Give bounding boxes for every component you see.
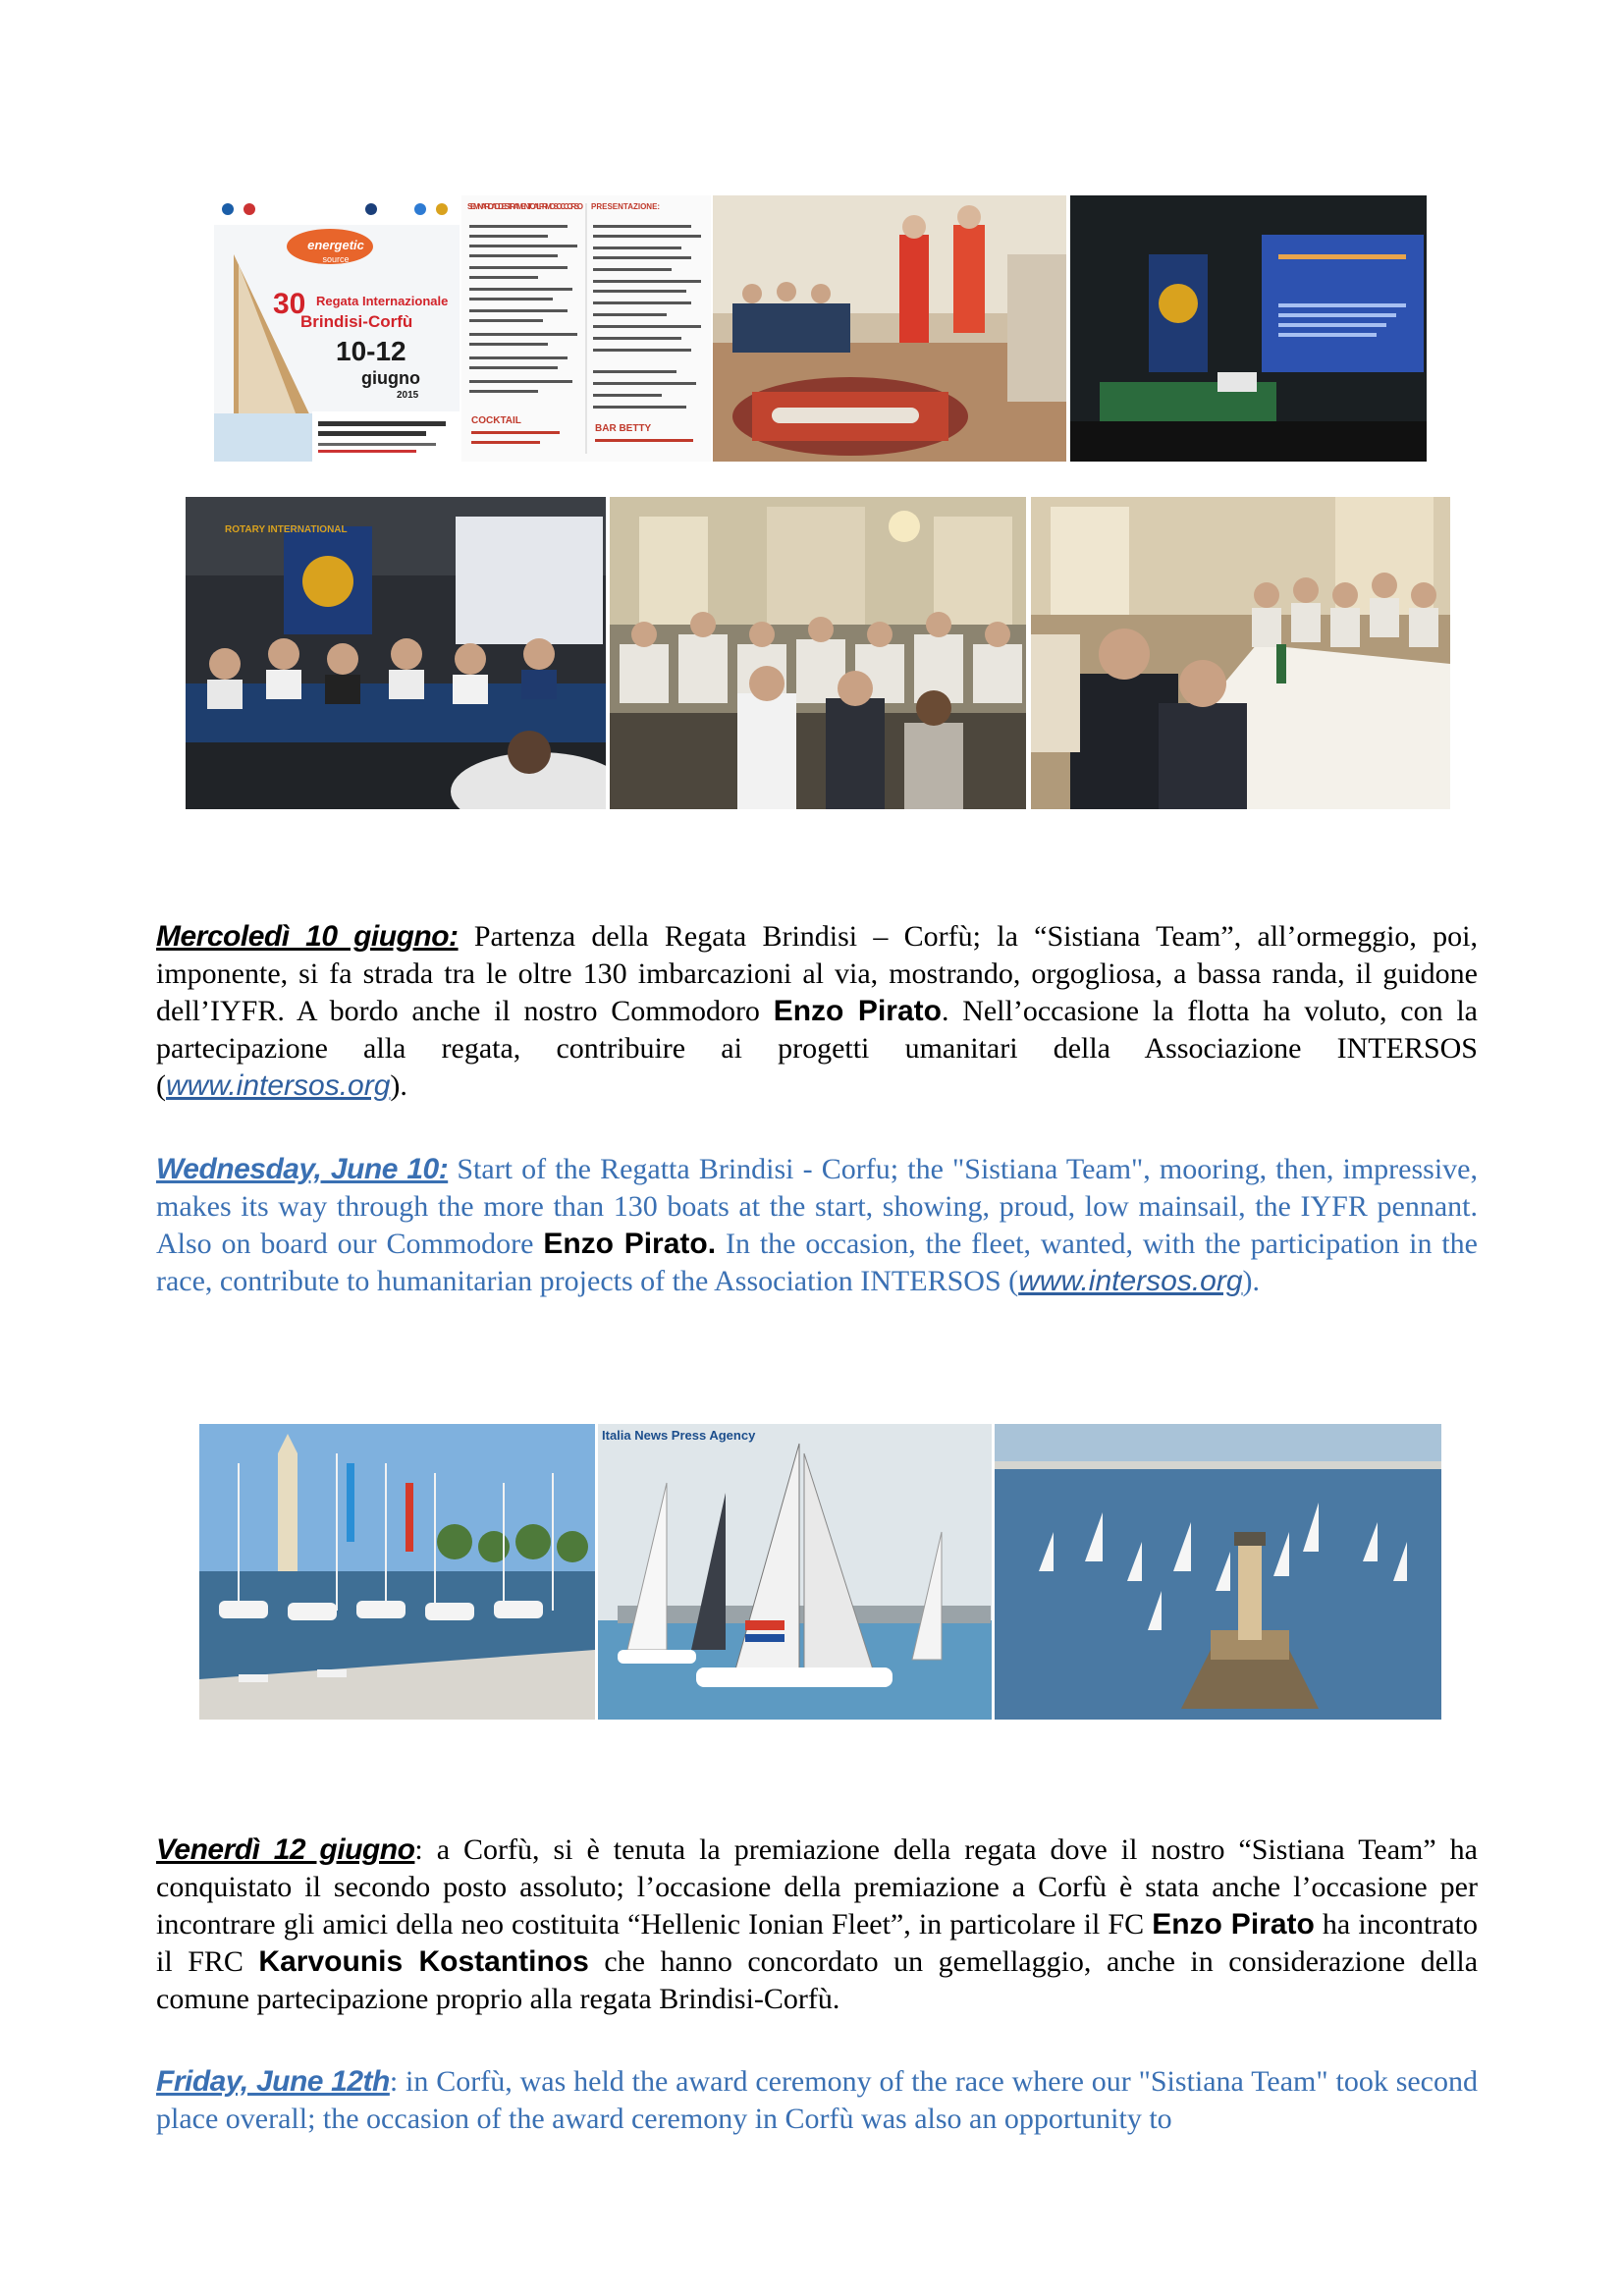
program-cocktail: COCKTAIL <box>471 415 521 426</box>
paragraph-text: : a Corfù, si è tenuta la premiazione della regata dove il nostro “Sistiana Team” ha conquistato il secondo posto assoluto; l’occasione della premiazione a Corfù è stata anche l’occasione per incontrare gli amici della neo costituita “Hellenic Ionian Fleet”, in particolare il FC <box>156 1833 1478 1941</box>
paragraph-june12-en <box>156 2063 1478 2138</box>
date-heading-en: Wednesday, June 10: <box>156 1153 449 1185</box>
sailboats-race-photo <box>598 1424 992 1720</box>
poster-title: Regata Internazionale <box>316 294 449 308</box>
paragraph-june10-en <box>156 1151 1478 1300</box>
paragraph-text: . Nell’occasione la flotta ha voluto, con la partecipazione alla regata, contribuire ai progetti umanitari della Associazione INTERSOS ( <box>156 995 1478 1102</box>
seminar-program-photo <box>461 195 711 462</box>
paragraph-text: : in Corfù, was held the award ceremony of the race where our "Sistiana Team" took second place overall; the occasion of the award ceremony in Corfù was also an opportunity to <box>156 2065 1479 2135</box>
poster-brand-text: energetic <box>307 238 364 252</box>
press-agency-watermark: Italia News Press Agency <box>602 1428 756 1443</box>
person-name: Enzo Pirato <box>1152 1908 1315 1941</box>
dinner-table-photo <box>1031 497 1450 809</box>
paragraph-june12-it <box>156 1831 1478 2018</box>
paragraph-text: In the occasion, the fleet, wanted, with the participation in the race, contribute to humanitarian projects of the Association INTERSOS ( <box>156 1228 1478 1297</box>
paragraph-text: ). <box>1242 1265 1261 1297</box>
regatta-poster-photo <box>214 195 460 462</box>
conference-table-photo <box>186 497 606 809</box>
program-presentation-title: PRESENTAZIONE: <box>591 202 661 211</box>
person-name: Enzo Pirato. <box>543 1228 717 1260</box>
poster-route: Brindisi-Corfù <box>300 312 413 331</box>
person-name: Karvounis Kostantinos <box>258 1945 589 1978</box>
poster-edition: 30 <box>273 288 306 320</box>
date-heading-en: Friday, June 12th <box>156 2065 390 2098</box>
paragraph-text: Partenza della Regata Brindisi – Corfù; la “Sistiana Team”, all’ormeggio, poi, imponente, si fa strada tra le oltre 130 imbarcazioni al via, mostrando, orgogliosa, a bassa randa, il guidone dell’IYFR. A bordo anche il nostro Commodoro <box>156 920 1479 1027</box>
date-heading-it: Venerdì 12 giugno <box>156 1833 415 1866</box>
person-name: Enzo Pirato <box>773 995 942 1027</box>
rotary-projection-photo <box>1070 195 1427 462</box>
rotary-banner-text: ROTARY INTERNATIONAL <box>225 524 348 535</box>
paragraph-text: ha incontrato il FRC <box>156 1908 1478 1978</box>
paragraph-june10-it <box>156 918 1478 1105</box>
harbour-boats-photo <box>199 1424 595 1720</box>
date-heading-it: Mercoledì 10 giugno: <box>156 920 459 953</box>
program-seminar-title: SEMINARIO ADDESTRAMENTO AL PRIMO SOCCORSO <box>467 202 583 211</box>
poster-dates: 10-12 <box>336 336 406 366</box>
program-bar: BAR BETTY <box>595 423 652 434</box>
audience-hall-photo <box>610 497 1026 809</box>
poster-brand-sub: source <box>322 254 350 264</box>
paragraph-text: ). <box>390 1069 407 1102</box>
intersos-link[interactable]: www.intersos.org <box>1018 1265 1243 1297</box>
first-aid-demo-photo <box>713 195 1066 462</box>
intersos-link[interactable]: www.intersos.org <box>166 1069 391 1102</box>
paragraph-text: Start of the Regatta Brindisi - Corfu; the "Sistiana Team", mooring, then, impressive, makes its way through the more than 130 boats at the start, showing, proud, low mainsail, the IYFR pennant. Also on board our Commodore <box>156 1153 1478 1260</box>
lighthouse-fleet-photo <box>995 1424 1441 1720</box>
poster-year: 2015 <box>397 390 419 401</box>
paragraph-text: che hanno concordato un gemellaggio, anche in considerazione della comune partecipazione proprio alla regata Brindisi-Corfù. <box>156 1945 1479 2015</box>
poster-month: giugno <box>361 368 420 388</box>
